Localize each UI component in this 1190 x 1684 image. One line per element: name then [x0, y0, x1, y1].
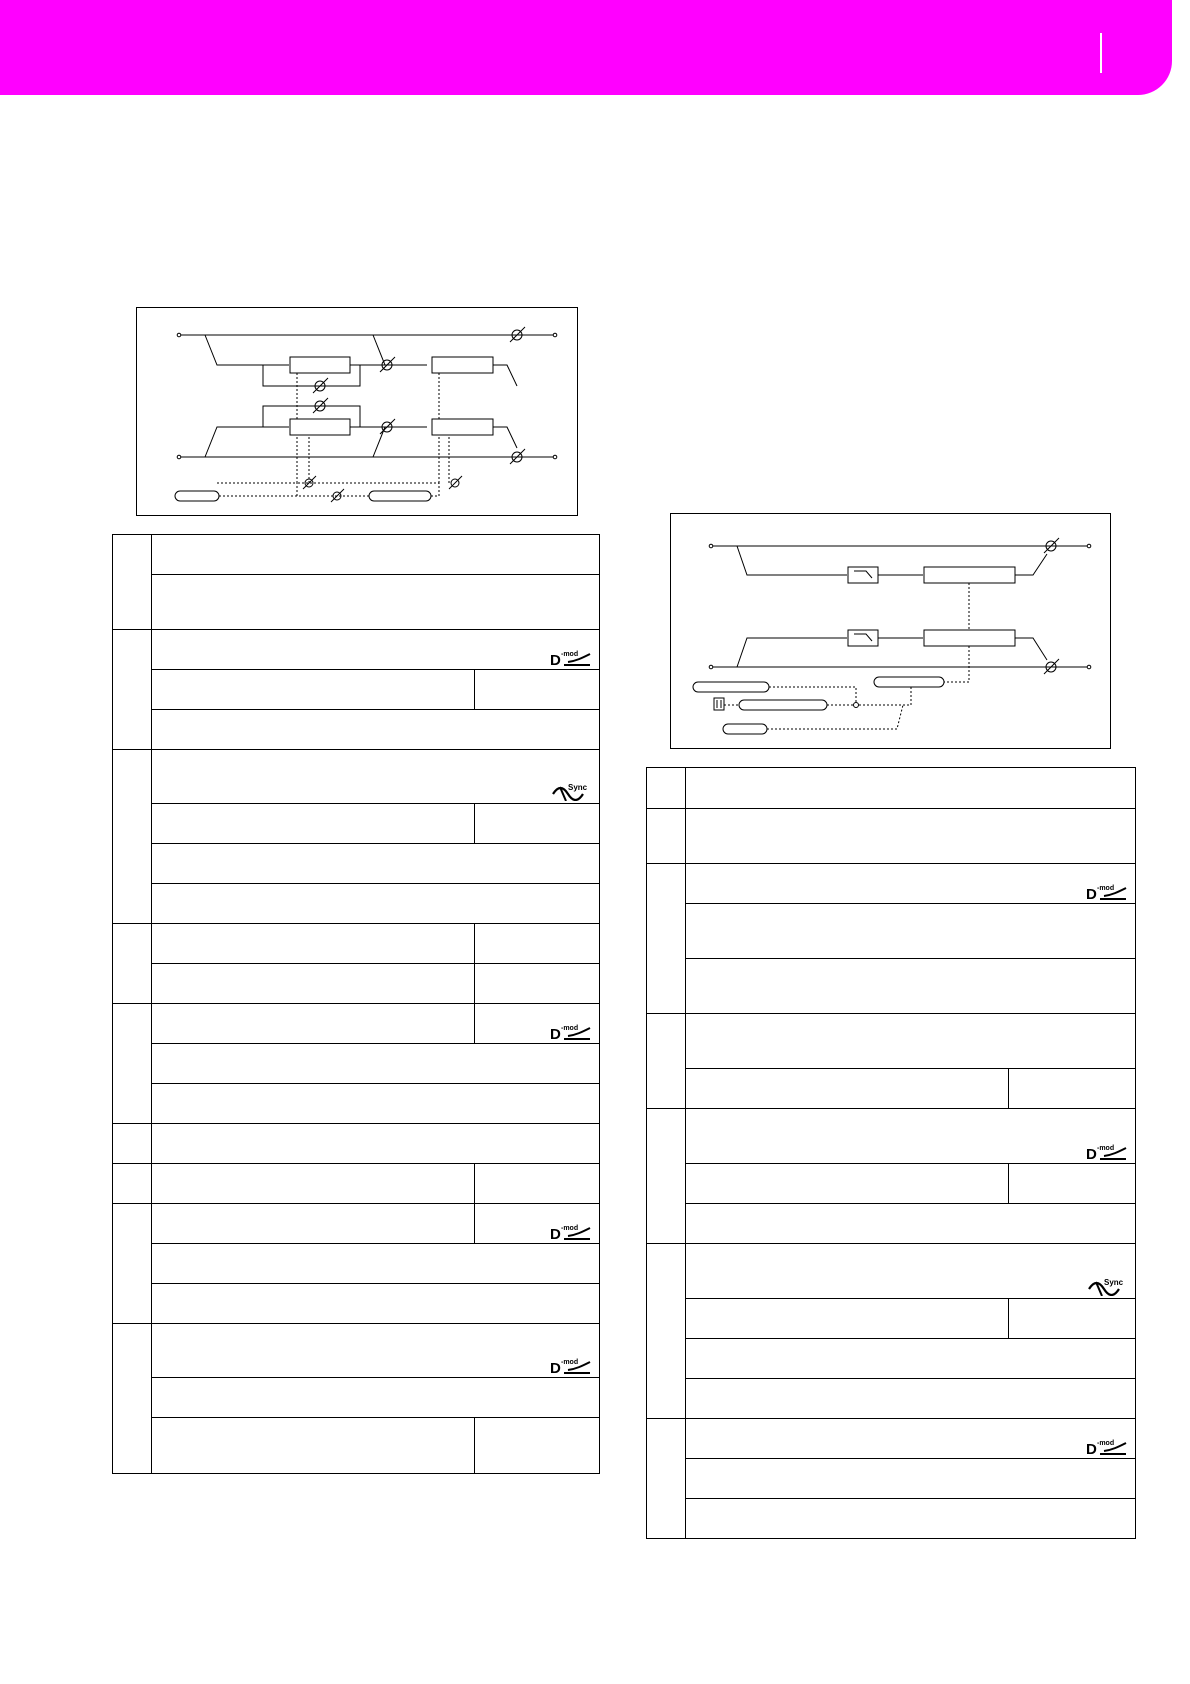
group-separator [647, 1243, 1135, 1244]
group-separator [113, 1163, 599, 1164]
table-row [685, 1163, 1135, 1164]
header-divider [1100, 33, 1102, 73]
parameter-table-right [646, 767, 1136, 1539]
tempo-sync-icon [1086, 1278, 1128, 1296]
group-separator [113, 1203, 599, 1204]
table-row [151, 1377, 599, 1378]
svg-text:Sync: Sync [1104, 1278, 1124, 1287]
table-row [151, 803, 599, 804]
value-column-divider [474, 669, 475, 709]
table-row [151, 963, 599, 964]
table-row [151, 1083, 599, 1084]
table-row [151, 1043, 599, 1044]
value-column-divider [1008, 1068, 1009, 1108]
value-column-divider [474, 1003, 475, 1043]
group-separator [113, 1323, 599, 1324]
table-row [685, 903, 1135, 904]
table-row [685, 1298, 1135, 1299]
tempo-sync-icon [550, 783, 592, 801]
svg-text:D: D [1086, 1146, 1097, 1161]
table-row [685, 1458, 1135, 1459]
page-header-band [0, 0, 1172, 95]
d-mod-icon [1086, 883, 1128, 901]
number-column-divider [151, 535, 152, 1473]
table-row [151, 883, 599, 884]
d-mod-icon [550, 649, 592, 667]
table-row [151, 669, 599, 670]
d-mod-icon [550, 1023, 592, 1041]
table-row [151, 574, 599, 575]
table-row [151, 843, 599, 844]
group-separator [647, 863, 1135, 864]
svg-text:-mod: -mod [1097, 1145, 1115, 1152]
filter-effect-block-diagram [670, 513, 1111, 749]
table-row [151, 709, 599, 710]
parameter-table-left [112, 534, 600, 1474]
svg-text:D: D [550, 652, 561, 667]
svg-text:-mod: -mod [1097, 1440, 1115, 1447]
group-separator [647, 1013, 1135, 1014]
svg-text:-mod: -mod [561, 651, 579, 658]
diagram-lines [137, 308, 577, 515]
value-column-divider [474, 1203, 475, 1243]
svg-text:-mod: -mod [1097, 885, 1115, 892]
svg-text:D: D [1086, 1441, 1097, 1456]
group-separator [647, 1418, 1135, 1419]
table-row [685, 1498, 1135, 1499]
svg-text:D: D [1086, 886, 1097, 901]
diagram-lines-right [671, 514, 1110, 748]
table-row [685, 1338, 1135, 1339]
value-column-divider [474, 1163, 475, 1203]
value-column-divider [474, 803, 475, 843]
table-row [685, 1203, 1135, 1204]
group-separator [647, 1108, 1135, 1109]
table-row [151, 1243, 599, 1244]
svg-text:-mod: -mod [561, 1225, 579, 1232]
table-row [685, 1378, 1135, 1379]
group-separator [113, 629, 599, 630]
group-separator [113, 749, 599, 750]
table-row [685, 958, 1135, 959]
svg-text:Sync: Sync [568, 783, 588, 792]
value-column-divider [1008, 1298, 1009, 1338]
d-mod-icon [1086, 1143, 1128, 1161]
svg-text:D: D [550, 1026, 561, 1041]
svg-text:D: D [550, 1226, 561, 1241]
d-mod-icon [550, 1357, 592, 1375]
value-column-divider [1008, 1163, 1009, 1203]
value-column-divider [474, 923, 475, 1003]
table-row [685, 1068, 1135, 1069]
svg-text:-mod: -mod [561, 1359, 579, 1366]
table-row [151, 1417, 599, 1418]
d-mod-icon [1086, 1438, 1128, 1456]
stereo-effect-block-diagram [136, 307, 578, 516]
group-separator [113, 1003, 599, 1004]
number-column-divider [685, 768, 686, 1538]
value-column-divider [474, 1417, 475, 1473]
group-separator [113, 1123, 599, 1124]
svg-text:-mod: -mod [561, 1025, 579, 1032]
group-separator [113, 923, 599, 924]
group-separator [647, 808, 1135, 809]
svg-text:D: D [550, 1360, 561, 1375]
d-mod-icon [550, 1223, 592, 1241]
table-row [151, 1283, 599, 1284]
